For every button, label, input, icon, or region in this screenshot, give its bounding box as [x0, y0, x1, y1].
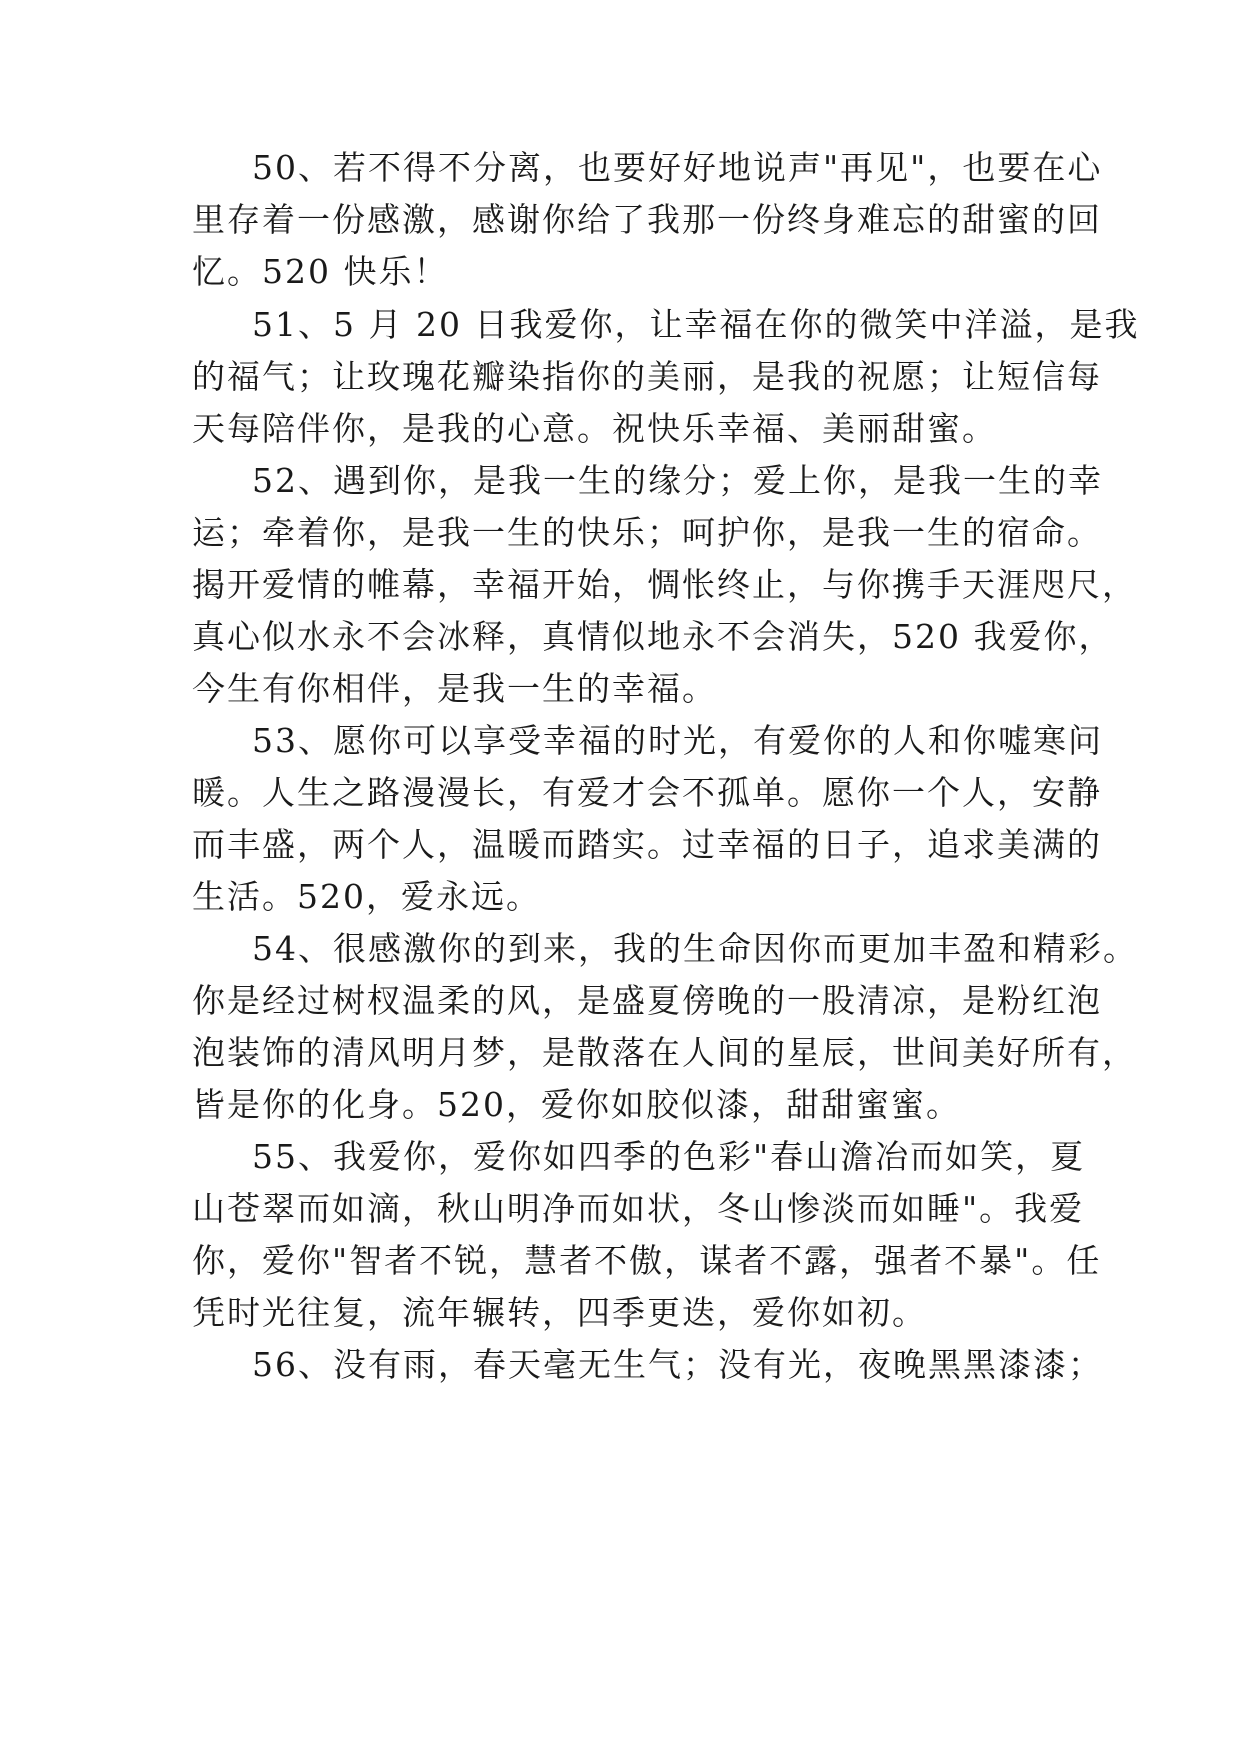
paragraph-55-line-4: 凭时光往复，流年辗转，四季更迭，爱你如初。: [192, 1293, 927, 1332]
paragraph-55-line-1: 55、我爱你，爱你如四季的色彩"春山澹冶而如笑，夏: [252, 1137, 1086, 1176]
paragraph-54-line-4: 皆是你的化身。520，爱你如胶似漆，甜甜蜜蜜。: [192, 1085, 961, 1124]
paragraph-51-line-1: 51、5 月 20 日我爱你，让幸福在你的微笑中洋溢，是我: [252, 305, 1140, 344]
paragraph-53-line-3: 而丰盛，两个人，温暖而踏实。过幸福的日子，追求美满的: [192, 825, 1102, 864]
paragraph-51-line-3: 天每陪伴你，是我的心意。祝快乐幸福、美丽甜蜜。: [192, 409, 997, 448]
paragraph-55-line-3: 你，爱你"智者不锐，慧者不傲，谋者不露，强者不暴"。任: [192, 1241, 1102, 1280]
paragraph-55-line-2: 山苍翠而如滴，秋山明净而如状，冬山惨淡而如睡"。我爱: [192, 1189, 1085, 1228]
paragraph-50-line-2: 里存着一份感激，感谢你给了我那一份终身难忘的甜蜜的回: [192, 200, 1102, 239]
paragraph-50-line-3: 忆。520 快乐！: [192, 252, 449, 291]
paragraph-52-line-5: 今生有你相伴，是我一生的幸福。: [192, 669, 717, 708]
paragraph-54-line-3: 泡装饰的清风明月梦，是散落在人间的星辰，世间美好所有，: [192, 1033, 1137, 1072]
paragraph-50-line-1: 50、若不得不分离，也要好好地说声"再见"，也要在心: [252, 148, 1103, 187]
paragraph-56-line-1: 56、没有雨，春天毫无生气；没有光，夜晚黑黑漆漆；: [252, 1345, 1103, 1384]
paragraph-51-line-2: 的福气；让玫瑰花瓣染指你的美丽，是我的祝愿；让短信每: [192, 357, 1102, 396]
paragraph-52-line-2: 运；牵着你，是我一生的快乐；呵护你，是我一生的宿命。: [192, 513, 1102, 552]
paragraph-52-line-1: 52、遇到你，是我一生的缘分；爱上你，是我一生的幸: [252, 461, 1103, 500]
paragraph-52-line-3: 揭开爱情的帷幕，幸福开始，惆怅终止，与你携手天涯咫尺，: [192, 565, 1137, 604]
paragraph-52-line-4: 真心似水永不会冰释，真情似地永不会消失，520 我爱你，: [192, 617, 1114, 656]
paragraph-54-line-1: 54、很感激你的到来，我的生命因你而更加丰盈和精彩。: [252, 929, 1138, 968]
paragraph-53-line-4: 生活。520，爱永远。: [192, 877, 541, 916]
paragraph-53-line-2: 暖。人生之路漫漫长，有爱才会不孤单。愿你一个人，安静: [192, 773, 1102, 812]
paragraph-53-line-1: 53、愿你可以享受幸福的时光，有爱你的人和你嘘寒问: [252, 721, 1103, 760]
paragraph-54-line-2: 你是经过树杈温柔的风，是盛夏傍晚的一股清凉，是粉红泡: [192, 981, 1102, 1020]
